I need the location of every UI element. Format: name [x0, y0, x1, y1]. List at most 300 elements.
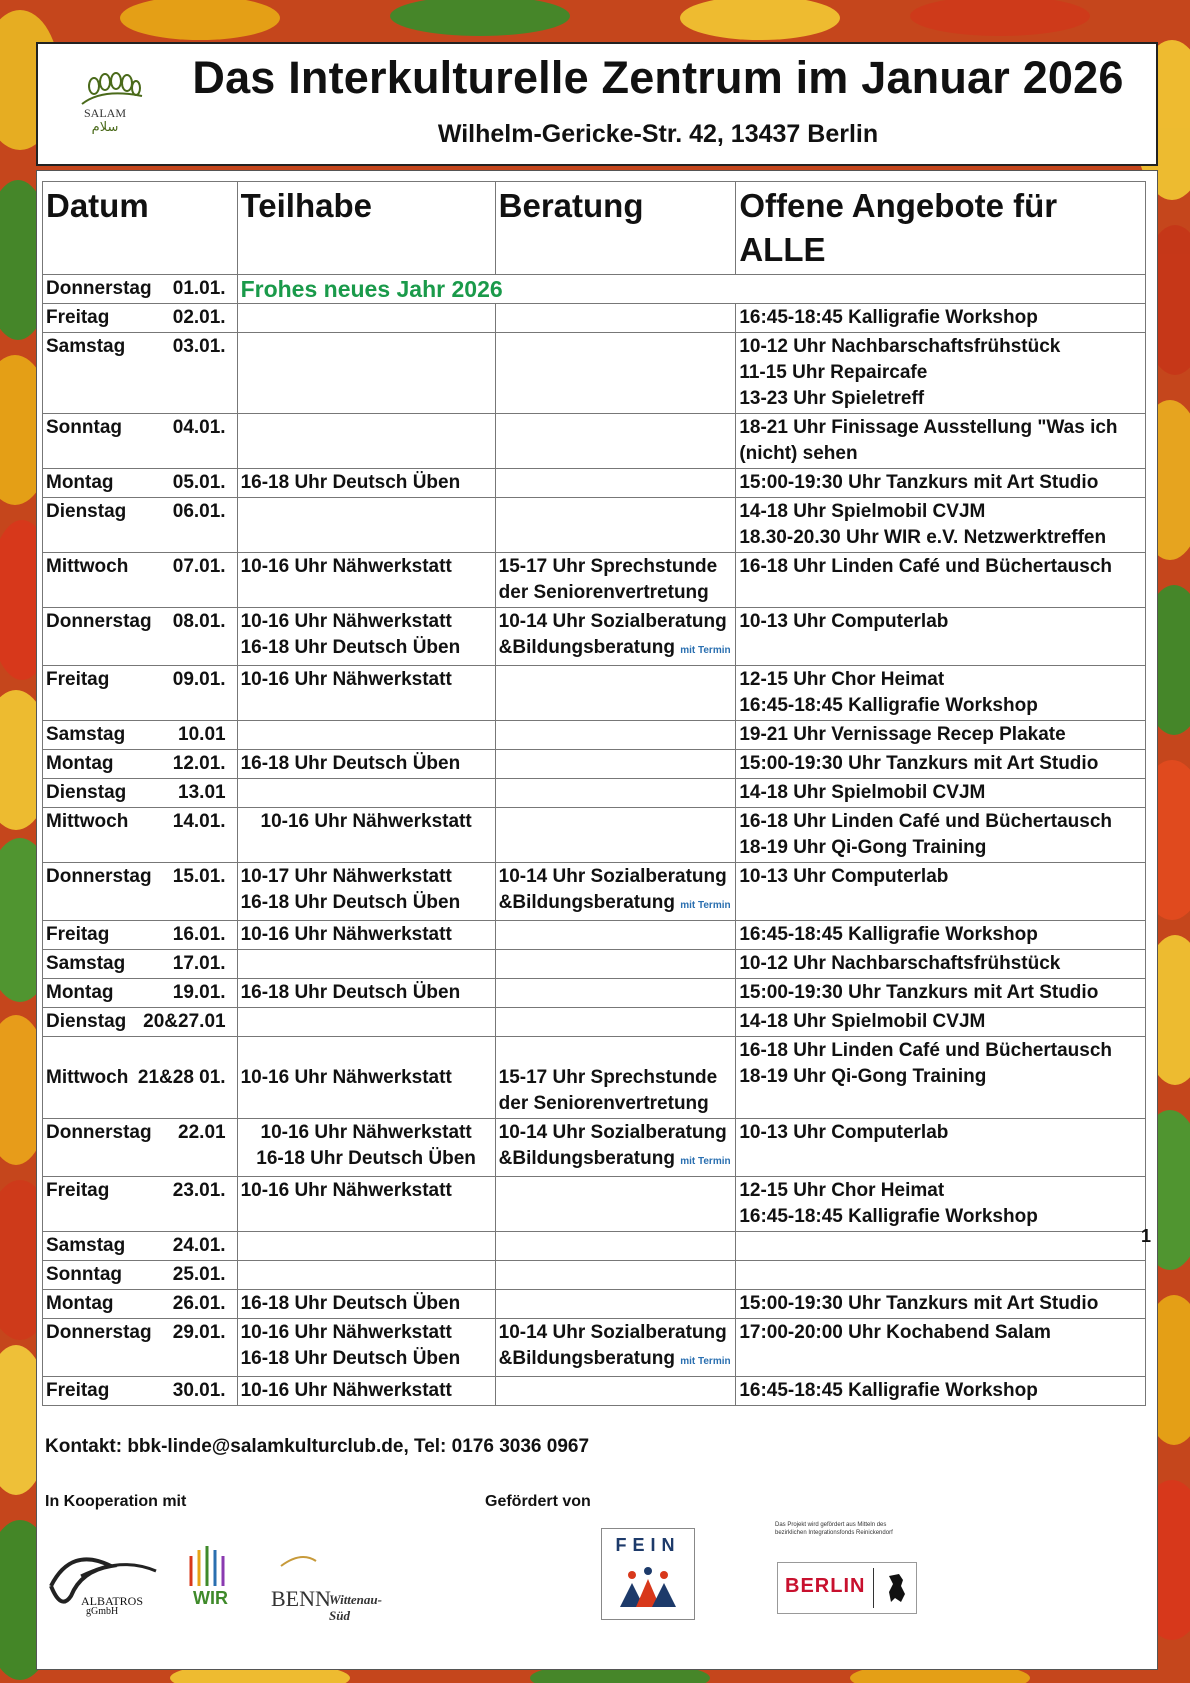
table-row [43, 1261, 1146, 1290]
entry-line: 10-16 Uhr Nähwerkstatt [240, 924, 452, 945]
date-cell [43, 1037, 238, 1119]
table-row [43, 808, 1146, 863]
date-value: 03.01. [172, 336, 226, 357]
day-name: Sonntag [46, 417, 122, 438]
angebote-cell [736, 333, 1146, 414]
teilhabe-cell [237, 1377, 495, 1406]
date-cell [43, 304, 238, 333]
date-cell [43, 498, 238, 553]
entry-line: 16-18 Uhr Linden Café und Büchertausch [739, 556, 1113, 577]
teilhabe-cell [237, 1119, 495, 1177]
salam-logo [72, 68, 152, 148]
date-label [46, 276, 234, 302]
angebote-cell [736, 1319, 1146, 1377]
date-cell [43, 1377, 238, 1406]
entry-line: 16:45-18:45 Kalligrafie Workshop [739, 307, 1038, 328]
teilhabe-cell [237, 553, 495, 608]
entry-line: 17:00-20:00 Uhr Kochabend Salam [739, 1322, 1051, 1343]
date-cell [43, 721, 238, 750]
table-row [43, 1290, 1146, 1319]
entry-line: 10-17 Uhr Nähwerkstatt [240, 866, 452, 887]
day-name: Samstag [46, 953, 126, 974]
entry-line: 10-12 Uhr Nachbarschaftsfrühstück [739, 953, 1061, 974]
date-value: 26.01. [172, 1293, 226, 1314]
date-value: 22.01 [178, 1122, 226, 1143]
day-name: Montag [46, 982, 114, 1003]
entry-line: 10-14 Uhr Sozialberatung [498, 611, 727, 632]
table-row [43, 979, 1146, 1008]
teilhabe-cell [237, 1177, 495, 1232]
date-value: 16.01. [172, 924, 226, 945]
schedule-table [42, 181, 1146, 1406]
entry-line: 15:00-19:30 Uhr Tanzkurs mit Art Studio [739, 472, 1099, 493]
beratung-cell [495, 1377, 736, 1406]
date-value: 13.01 [178, 782, 226, 803]
date-cell [43, 921, 238, 950]
entry-line: 16-18 Uhr Deutsch Üben [240, 472, 461, 493]
entry-line: 10-13 Uhr Computerlab [739, 611, 949, 632]
entry-line: 14-18 Uhr Spielmobil CVJM [739, 1011, 986, 1032]
table-row [43, 779, 1146, 808]
entry-line: 15-17 Uhr Sprechstunde [498, 556, 718, 577]
teilhabe-cell [237, 1008, 495, 1037]
schedule-sheet [36, 170, 1158, 1670]
entry-line: 16:45-18:45 Kalligrafie Workshop [739, 1206, 1038, 1227]
col-header-datum: Datum [43, 182, 238, 275]
header-row [43, 182, 1146, 275]
day-name: Montag [46, 753, 114, 774]
date-label [46, 1233, 234, 1259]
beratung-cell [495, 950, 736, 979]
beratung-cell [495, 921, 736, 950]
entry-line: 16-18 Uhr Linden Café und Büchertausch [739, 811, 1113, 832]
day-name: Freitag [46, 307, 110, 328]
address: Wilhelm-Gericke-Str. 42, 13437 Berlin [437, 120, 879, 148]
day-name: Sonntag [46, 1264, 122, 1285]
date-label [46, 1178, 234, 1204]
date-value: 24.01. [172, 1235, 226, 1256]
entry-line: 10-16 Uhr Nähwerkstatt [240, 1322, 452, 1343]
berlin-logo [777, 1562, 917, 1614]
entry-line: 16-18 Uhr Deutsch Üben [240, 982, 461, 1003]
date-label [46, 415, 234, 441]
date-cell [43, 1290, 238, 1319]
date-cell [43, 1232, 238, 1261]
day-name: Donnerstag [46, 866, 152, 887]
table-row [43, 750, 1146, 779]
entry-line: 18-19 Uhr Qi-Gong Training [739, 837, 987, 858]
teilhabe-cell [237, 863, 495, 921]
angebote-cell [736, 1377, 1146, 1406]
date-cell [43, 779, 238, 808]
table-row [43, 1008, 1146, 1037]
table-row [43, 553, 1146, 608]
date-value: 14.01. [172, 811, 226, 832]
beratung-cell [495, 1261, 736, 1290]
day-name: Dienstag [46, 501, 127, 522]
table-row [43, 1319, 1146, 1377]
date-value: 05.01. [172, 472, 226, 493]
date-value: 08.01. [172, 611, 226, 632]
date-label [46, 864, 234, 890]
date-cell [43, 979, 238, 1008]
entry-line-with-note [499, 890, 733, 919]
teilhabe-cell [237, 950, 495, 979]
teilhabe-cell [237, 1261, 495, 1290]
entry-line: 16-18 Uhr Deutsch Üben [240, 1293, 461, 1314]
date-value: 06.01. [172, 501, 226, 522]
appointment-note: mit Termin [680, 645, 731, 656]
entry-line: &Bildungsberatung [498, 1148, 675, 1169]
beratung-cell [495, 333, 736, 414]
berlin-text: BERLIN [785, 1575, 866, 1597]
day-name: Dienstag [46, 782, 127, 803]
angebote-cell [736, 921, 1146, 950]
angebote-cell [736, 1008, 1146, 1037]
entry-line: 18.30-20.30 Uhr WIR e.V. Netzwerktreffen [739, 527, 1107, 548]
entry-line: 19-21 Uhr Vernissage Recep Plakate [739, 724, 1066, 745]
date-label [46, 499, 234, 525]
entry-line: 10-12 Uhr Nachbarschaftsfrühstück [739, 336, 1061, 357]
teilhabe-cell [237, 1232, 495, 1261]
day-name: Samstag [46, 336, 126, 357]
date-cell [43, 1261, 238, 1290]
albatros-sub: gGmbH [86, 1606, 119, 1617]
albatros-text: ALBATROS [81, 1594, 144, 1608]
table-row [43, 1232, 1146, 1261]
page-title: Das Interkulturelle Zentrum im Januar 2026 [192, 52, 1124, 103]
entry-line: 11-15 Uhr Repaircafe [739, 362, 928, 383]
beratung-cell [495, 414, 736, 469]
table-row [43, 275, 1146, 304]
entry-line: der Seniorenvertretung [498, 1093, 709, 1114]
entry-line: 10-16 Uhr Nähwerkstatt [240, 1180, 452, 1201]
teilhabe-cell [237, 498, 495, 553]
date-label [46, 951, 234, 977]
date-cell [43, 750, 238, 779]
beratung-cell [495, 1008, 736, 1037]
bear-icon [877, 1568, 917, 1608]
entry-line-with-note [499, 635, 733, 664]
teilhabe-cell [237, 921, 495, 950]
entry-line: 14-18 Uhr Spielmobil CVJM [739, 782, 986, 803]
date-label [46, 667, 234, 693]
table-row [43, 304, 1146, 333]
date-value: 17.01. [172, 953, 226, 974]
entry-line: 16:45-18:45 Kalligrafie Workshop [739, 695, 1038, 716]
teilhabe-cell [237, 779, 495, 808]
teilhabe-cell [237, 1290, 495, 1319]
date-value: 07.01. [172, 556, 226, 577]
date-label [46, 609, 234, 635]
date-label [46, 780, 234, 806]
entry-line-with-note [499, 1346, 733, 1375]
entry-line: 16-18 Uhr Deutsch Üben [240, 892, 461, 913]
teilhabe-cell [237, 1319, 495, 1377]
table-row [43, 721, 1146, 750]
beratung-cell [495, 1119, 736, 1177]
entry-line: 18-19 Uhr Qi-Gong Training [739, 1066, 987, 1087]
entry-line: 15-17 Uhr Sprechstunde [498, 1067, 718, 1088]
cooperation-label: In Kooperation mit [45, 1493, 187, 1510]
teilhabe-cell [237, 666, 495, 721]
beratung-cell [495, 779, 736, 808]
contact-line: Kontakt: bbk-linde@salamkulturclub.de, Tel: 0176 3036 0967 [45, 1436, 590, 1457]
date-value: 10.01 [178, 724, 226, 745]
date-label [46, 470, 234, 496]
entry-line: 13-23 Uhr Spieletreff [739, 388, 925, 409]
fein-text: FEIN [615, 1535, 681, 1555]
beratung-cell [495, 469, 736, 498]
table-row [43, 950, 1146, 979]
table-row [43, 1377, 1146, 1406]
angebote-cell [736, 721, 1146, 750]
date-cell [43, 333, 238, 414]
benn-text: BENN [271, 1586, 331, 1611]
entry-line: 10-14 Uhr Sozialberatung [498, 866, 727, 887]
entry-line: 12-15 Uhr Chor Heimat [739, 669, 945, 690]
table-row [43, 414, 1146, 469]
entry-line: 10-13 Uhr Computerlab [739, 866, 949, 887]
entry-line: 16-18 Uhr Deutsch Üben [240, 637, 461, 658]
entry-line: 10-13 Uhr Computerlab [739, 1122, 949, 1143]
funded-label: Gefördert von [485, 1493, 591, 1510]
table-row [43, 1037, 1146, 1119]
entry-line: 16:45-18:45 Kalligrafie Workshop [739, 924, 1038, 945]
date-value: 04.01. [172, 417, 226, 438]
date-cell [43, 608, 238, 666]
header-box [36, 42, 1158, 166]
day-name: Mittwoch [46, 811, 129, 832]
date-cell [43, 1177, 238, 1232]
date-label [46, 1378, 234, 1404]
beratung-cell [495, 863, 736, 921]
beratung-cell [495, 1037, 736, 1119]
appointment-note: mit Termin [680, 1356, 731, 1367]
entry-line: 10-16 Uhr Nähwerkstatt [240, 669, 452, 690]
date-cell [43, 469, 238, 498]
beratung-cell [495, 1232, 736, 1261]
date-label [46, 722, 234, 748]
wittenau-text: Wittenau-Süd [329, 1592, 382, 1623]
angebote-cell [736, 608, 1146, 666]
date-value: 12.01. [172, 753, 226, 774]
day-name: Montag [46, 472, 114, 493]
beratung-cell [495, 750, 736, 779]
entry-line: 16:45-18:45 Kalligrafie Workshop [739, 1380, 1038, 1401]
col-header-angebote: Offene Angebote für ALLE [736, 182, 1146, 275]
beratung-cell [495, 608, 736, 666]
angebote-cell [736, 779, 1146, 808]
date-label [46, 1009, 234, 1035]
day-name: Donnerstag [46, 278, 152, 299]
logo-arabic: سلام [91, 120, 119, 135]
date-label [46, 1120, 234, 1146]
teilhabe-cell [237, 608, 495, 666]
date-label [46, 305, 234, 331]
date-cell [43, 553, 238, 608]
date-value: 09.01. [172, 669, 226, 690]
side-number: 1 [1141, 1226, 1152, 1246]
teilhabe-cell [237, 304, 495, 333]
date-value: 30.01. [172, 1380, 226, 1401]
day-name: Freitag [46, 924, 110, 945]
teilhabe-cell [237, 414, 495, 469]
angebote-cell [736, 1177, 1146, 1232]
date-label [46, 334, 234, 360]
beratung-cell [495, 721, 736, 750]
teilhabe-cell [237, 469, 495, 498]
entry-line: 16-18 Uhr Deutsch Üben [256, 1148, 476, 1169]
beratung-cell [495, 553, 736, 608]
date-value: 23.01. [172, 1180, 226, 1201]
entry-line: 10-16 Uhr Nähwerkstatt [240, 1066, 452, 1088]
col-header-teilhabe: Teilhabe [237, 182, 495, 275]
table-row [43, 1119, 1146, 1177]
table-row [43, 498, 1146, 553]
date-value: 29.01. [172, 1322, 226, 1343]
date-cell [43, 1119, 238, 1177]
table-row [43, 608, 1146, 666]
entry-line: (nicht) sehen [739, 443, 858, 464]
beratung-cell [495, 1319, 736, 1377]
angebote-cell [736, 863, 1146, 921]
berlin-funding-note: Das Projekt wird gefördert aus Mitteln des bezirklichen Integrationsfonds Reinickendorf [775, 1522, 893, 1536]
beratung-cell [495, 498, 736, 553]
date-value: 01.01. [172, 278, 226, 299]
date-label [46, 1065, 234, 1091]
teilhabe-cell [237, 333, 495, 414]
entry-line: 12-15 Uhr Chor Heimat [739, 1180, 945, 1201]
date-cell [43, 950, 238, 979]
entry-line: 10-16 Uhr Nähwerkstatt [240, 611, 452, 632]
entry-line: 10-16 Uhr Nähwerkstatt [240, 1380, 452, 1401]
date-cell [43, 1008, 238, 1037]
entry-line: 10-16 Uhr Nähwerkstatt [260, 1122, 472, 1143]
date-value: 19.01. [172, 982, 226, 1003]
entry-line: 18-21 Uhr Finissage Ausstellung "Was ich [739, 417, 1118, 438]
date-value: 21&28 01. [137, 1066, 226, 1088]
fein-logo [601, 1528, 695, 1620]
angebote-cell [736, 750, 1146, 779]
day-name: Donnerstag [46, 611, 152, 632]
day-name: Freitag [46, 1180, 110, 1201]
angebote-cell [736, 304, 1146, 333]
entry-line: 15:00-19:30 Uhr Tanzkurs mit Art Studio [739, 982, 1099, 1003]
angebote-cell [736, 498, 1146, 553]
day-name: Mittwoch [46, 1066, 129, 1088]
beratung-cell [495, 808, 736, 863]
day-name: Samstag [46, 724, 126, 745]
wir-text: WIR [193, 1588, 228, 1608]
angebote-cell [736, 950, 1146, 979]
date-cell [43, 808, 238, 863]
day-name: Mittwoch [46, 556, 129, 577]
angebote-cell [736, 469, 1146, 498]
entry-line: 10-14 Uhr Sozialberatung [498, 1322, 727, 1343]
date-label [46, 1291, 234, 1317]
table-row [43, 863, 1146, 921]
day-name: Donnerstag [46, 1322, 152, 1343]
appointment-note: mit Termin [680, 1156, 731, 1167]
partner-logos [41, 1526, 401, 1626]
day-name: Montag [46, 1293, 114, 1314]
date-value: 15.01. [172, 866, 226, 887]
entry-line: 10-16 Uhr Nähwerkstatt [240, 556, 452, 577]
date-cell [43, 666, 238, 721]
table-row [43, 469, 1146, 498]
date-label [46, 751, 234, 777]
entry-line: 15:00-19:30 Uhr Tanzkurs mit Art Studio [739, 1293, 1099, 1314]
beratung-cell [495, 1177, 736, 1232]
angebote-cell [736, 553, 1146, 608]
entry-line: &Bildungsberatung [498, 1348, 675, 1369]
fein-people-graphic [602, 1529, 694, 1619]
angebote-cell [736, 979, 1146, 1008]
date-label [46, 809, 234, 835]
day-name: Freitag [46, 669, 110, 690]
teilhabe-cell [237, 1037, 495, 1119]
angebote-cell [736, 808, 1146, 863]
day-name: Freitag [46, 1380, 110, 1401]
date-label [46, 1320, 234, 1346]
entry-line: &Bildungsberatung [498, 892, 675, 913]
teilhabe-cell [237, 979, 495, 1008]
angebote-cell [736, 414, 1146, 469]
date-label [46, 922, 234, 948]
col-header-beratung: Beratung [495, 182, 736, 275]
beratung-cell [495, 979, 736, 1008]
beratung-cell [495, 666, 736, 721]
logo-text: SALAM [83, 106, 126, 120]
date-value: 02.01. [172, 307, 226, 328]
table-row [43, 921, 1146, 950]
new-year-greeting: Frohes neues Jahr 2026 [237, 275, 1145, 304]
entry-line: 16-18 Uhr Linden Café und Büchertausch [739, 1040, 1113, 1061]
entry-line: &Bildungsberatung [498, 637, 675, 658]
teilhabe-cell [237, 750, 495, 779]
date-cell [43, 275, 238, 304]
day-name: Dienstag [46, 1011, 127, 1032]
angebote-cell [736, 1261, 1146, 1290]
entry-line: der Seniorenvertretung [498, 582, 709, 603]
angebote-cell [736, 1290, 1146, 1319]
entry-line: 15:00-19:30 Uhr Tanzkurs mit Art Studio [739, 753, 1099, 774]
entry-line: 16-18 Uhr Deutsch Üben [240, 753, 461, 774]
entry-line-with-note [499, 1146, 733, 1175]
teilhabe-cell [237, 721, 495, 750]
day-name: Samstag [46, 1235, 126, 1256]
teilhabe-cell [237, 808, 495, 863]
date-value: 20&27.01 [143, 1011, 226, 1032]
angebote-cell [736, 1037, 1146, 1119]
angebote-cell [736, 1119, 1146, 1177]
date-label [46, 980, 234, 1006]
entry-line: 10-14 Uhr Sozialberatung [498, 1122, 727, 1143]
date-cell [43, 1319, 238, 1377]
appointment-note: mit Termin [680, 900, 731, 911]
date-label [46, 554, 234, 580]
angebote-cell [736, 666, 1146, 721]
beratung-cell [495, 1290, 736, 1319]
date-cell [43, 863, 238, 921]
date-cell [43, 414, 238, 469]
entry-line: 16-18 Uhr Deutsch Üben [240, 1348, 461, 1369]
beratung-cell [495, 304, 736, 333]
date-value: 25.01. [172, 1264, 226, 1285]
date-label [46, 1262, 234, 1288]
day-name: Donnerstag [46, 1122, 152, 1143]
